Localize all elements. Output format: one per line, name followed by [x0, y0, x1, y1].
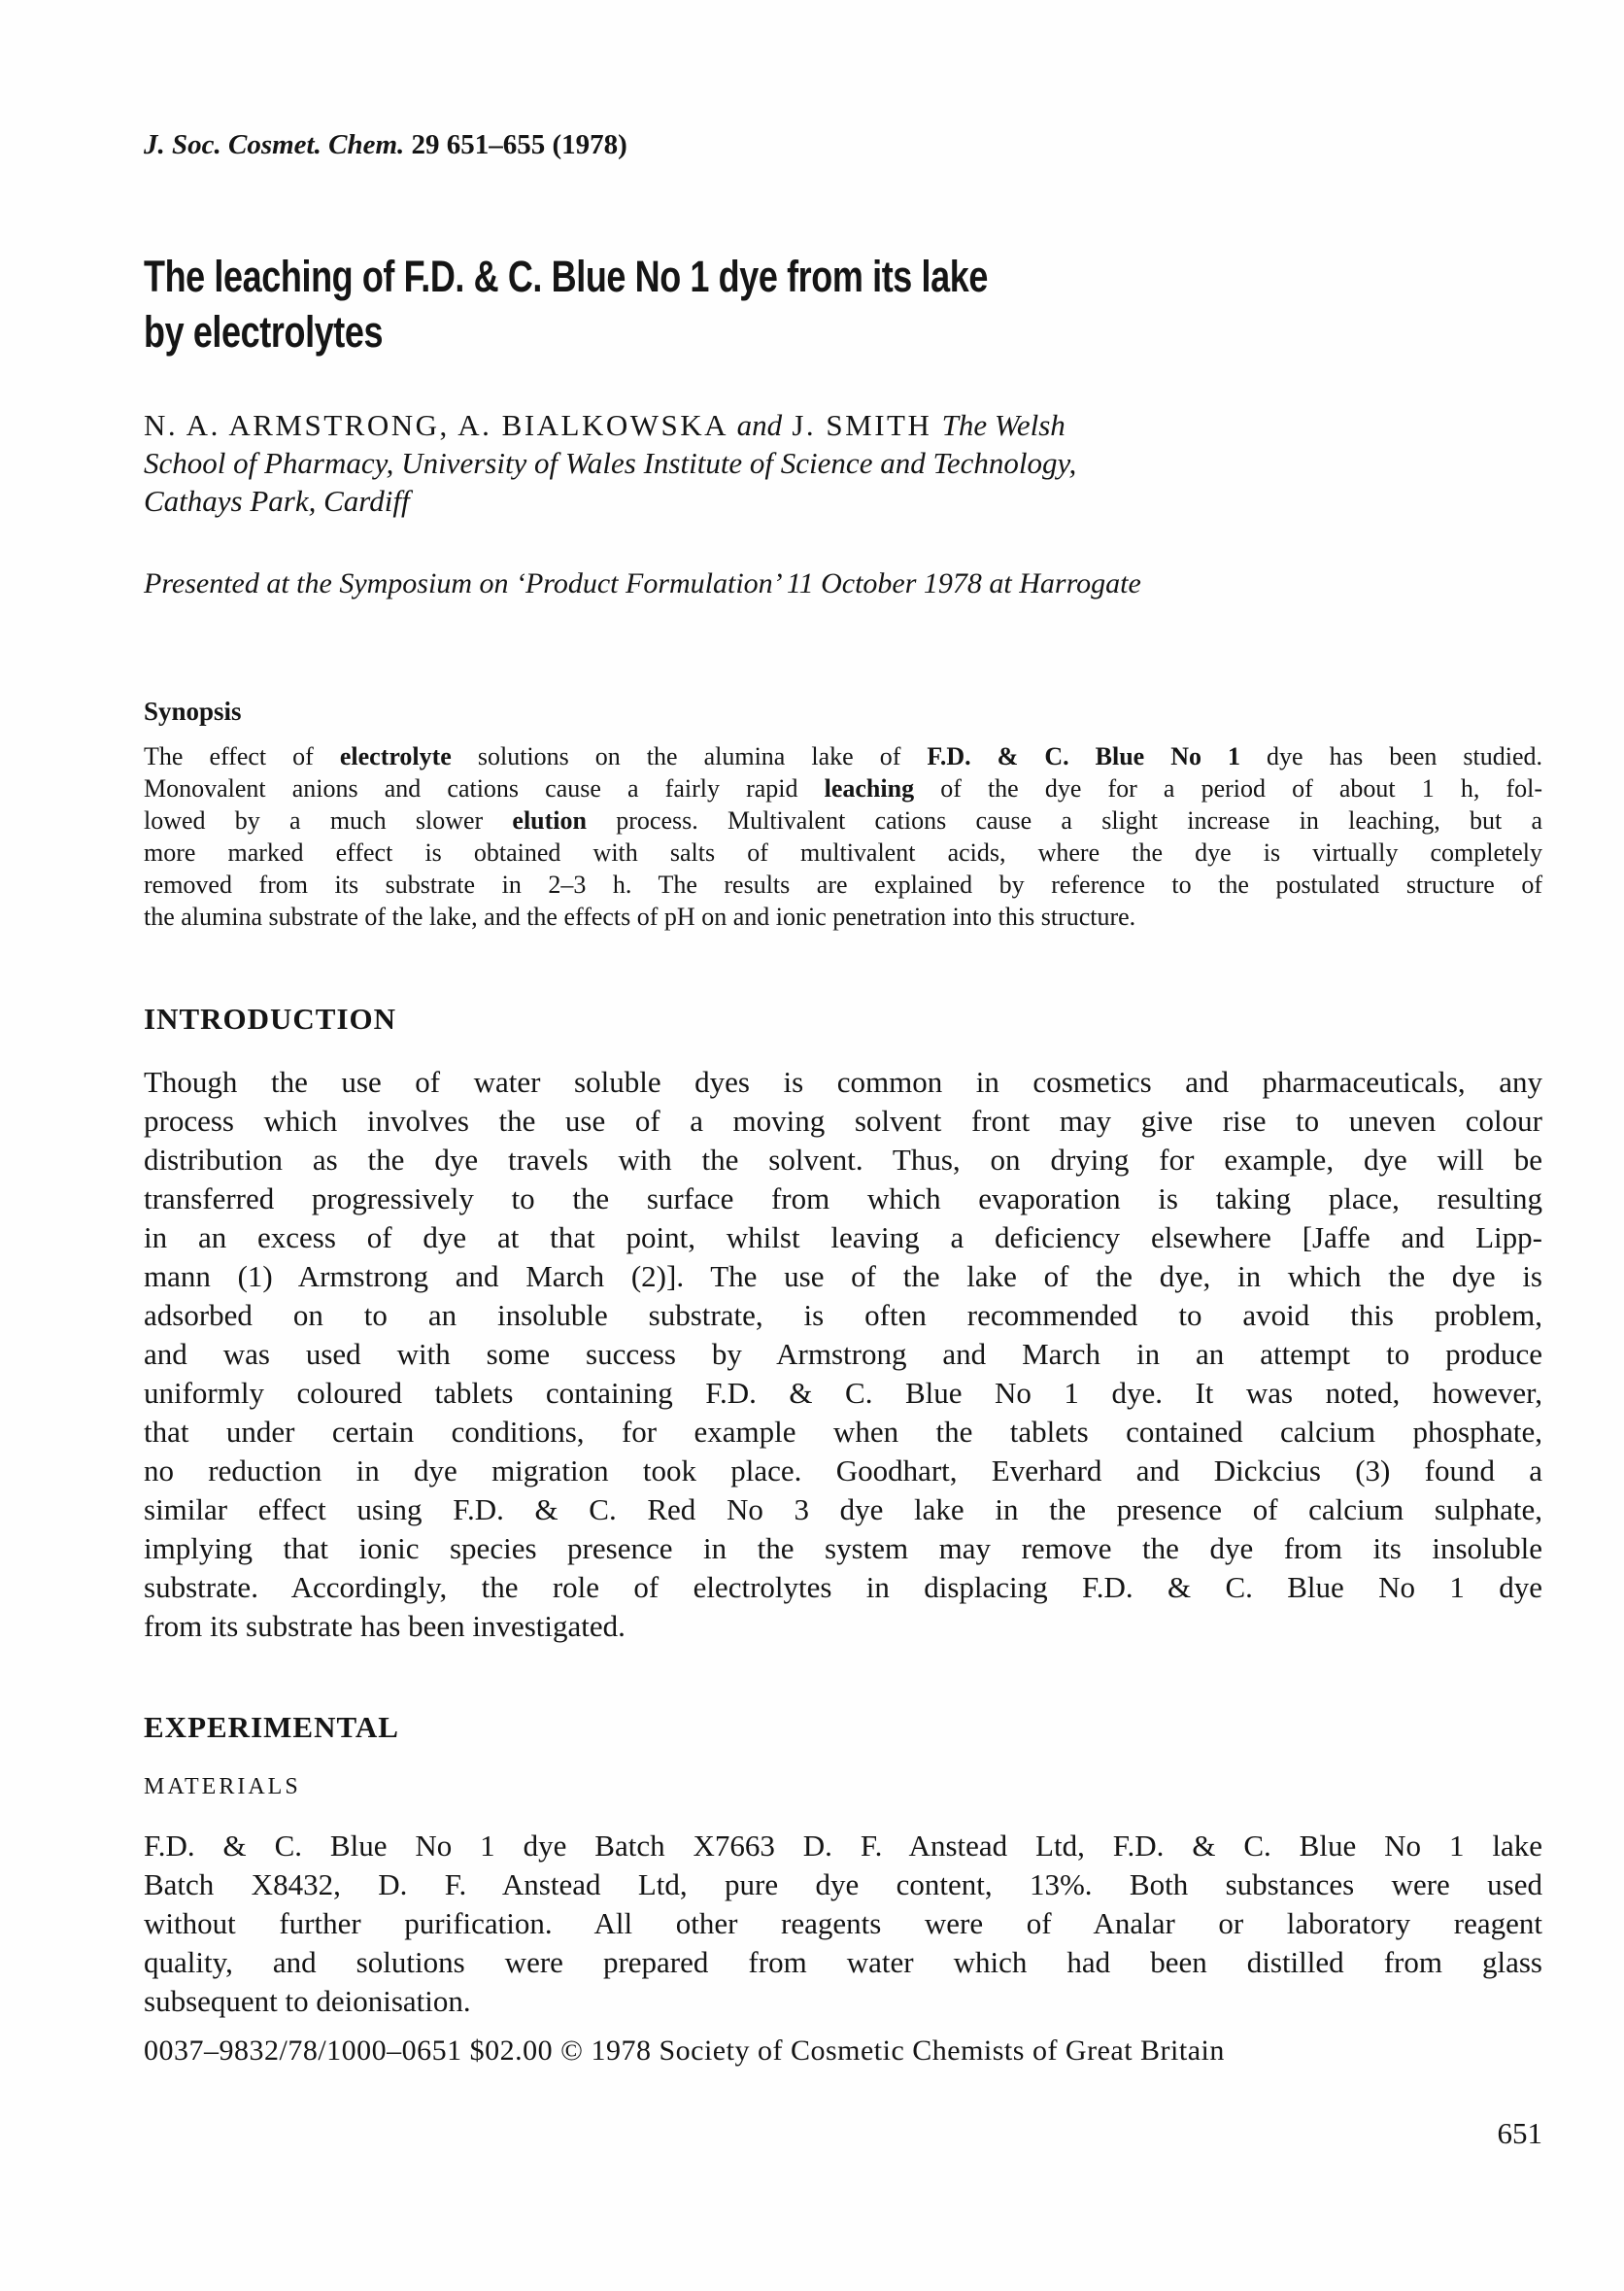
experimental-heading: EXPERIMENTAL — [144, 1710, 399, 1744]
text-line — [144, 1102, 1542, 1141]
text-segment: School of Pharmacy, University of Wales Institute of Science and Technology, — [144, 446, 1077, 480]
text-line — [144, 804, 1542, 837]
text-segment: more marked effect is obtained with salts of multivalent acids, where the dye is virtually completely — [144, 838, 1542, 867]
text-line — [144, 444, 1542, 482]
text-segment: substrate. Accordingly, the role of electrolytes in displacing F.D. & C. Blue No 1 dye — [144, 1570, 1542, 1604]
text-line — [144, 1490, 1542, 1529]
text-segment: process. Multivalent cations cause a slight increase in leaching, but a — [587, 806, 1542, 835]
materials-heading: MATERIALS — [144, 1774, 301, 1799]
synopsis-heading: Synopsis — [144, 697, 242, 726]
text-line — [144, 901, 1542, 933]
text-segment: Though the use of water soluble dyes is common in cosmetics and pharmaceuticals, any — [144, 1065, 1542, 1099]
authors-affiliation — [144, 406, 1542, 520]
text-line — [144, 837, 1542, 869]
text-line — [144, 1982, 1542, 2021]
text-segment: solutions on the alumina lake of — [451, 742, 928, 770]
text-line — [144, 1904, 1542, 1943]
text-segment: without further purification. All other reagents were of Analar or laboratory reagent — [144, 1906, 1542, 1940]
text-line — [144, 1827, 1542, 1865]
text-segment: mann (1) Armstrong and March (2)]. The use of the lake of the dye, in which the dye is — [144, 1259, 1542, 1293]
text-segment: no reduction in dye migration took place. Goodhart, Everhard and Dickcius (3) found a — [144, 1453, 1542, 1487]
text-line — [144, 869, 1542, 901]
text-line — [144, 1607, 1542, 1646]
text-line — [144, 482, 1542, 520]
text-segment: from its substrate has been investigated. — [144, 1609, 626, 1643]
introduction-paragraph — [144, 1063, 1542, 1646]
text-line — [144, 1335, 1542, 1374]
journal-name: J. Soc. Cosmet. Chem. — [144, 129, 405, 160]
text-line — [144, 772, 1542, 804]
text-line — [144, 740, 1542, 772]
text-segment: implying that ionic species presence in the system may remove the dye from its insoluble — [144, 1531, 1542, 1565]
text-segment: F.D. & C. Blue No 1 dye Batch X7663 D. F. Anstead Ltd, F.D. & C. Blue No 1 lake — [144, 1829, 1542, 1863]
text-segment: quality, and solutions were prepared from water which had been distilled from glass — [144, 1945, 1542, 1979]
text-segment: transferred progressively to the surface from which evaporation is taking place, resulting — [144, 1181, 1542, 1215]
text-segment: Cathays Park, Cardiff — [144, 484, 410, 518]
text-line — [144, 406, 1542, 444]
text-segment: in an excess of dye at that point, whilst leaving a deficiency elsewhere [Jaffe and Lipp- — [144, 1220, 1542, 1254]
text-line — [144, 1218, 1542, 1257]
paper-title-line-1: The leaching of F.D. & C. Blue No 1 dye from its lake — [144, 252, 988, 301]
text-segment: the alumina substrate of the lake, and the effects of pH on and ionic penetration into this structure. — [144, 903, 1136, 931]
text-segment: and was used with some success by Armstrong and March in an attempt to produce — [144, 1337, 1542, 1371]
text-segment: The Welsh — [941, 408, 1066, 442]
text-segment: Monovalent anions and cations cause a fairly rapid — [144, 774, 825, 803]
page-number: 651 — [1497, 2116, 1542, 2150]
text-line — [144, 1865, 1542, 1904]
journal-volume: 29 — [411, 129, 440, 160]
text-segment: elution — [512, 806, 587, 835]
text-segment: adsorbed on to an insoluble substrate, is often recommended to avoid this problem, — [144, 1298, 1542, 1332]
journal-reference — [144, 129, 1542, 161]
text-segment: F.D. & C. Blue No 1 — [927, 742, 1241, 770]
text-segment: J. SMITH — [782, 408, 942, 442]
text-line — [144, 1413, 1542, 1452]
text-line — [144, 1452, 1542, 1490]
journal-pages-year: 651–655 (1978) — [446, 129, 627, 160]
text-line — [144, 1063, 1542, 1102]
text-line — [144, 1943, 1542, 1982]
text-line — [144, 1374, 1542, 1413]
synopsis-paragraph — [144, 740, 1542, 933]
paper-title — [144, 249, 1542, 359]
text-segment: and — [736, 408, 783, 442]
paper-title-line-2: by electrolytes — [144, 307, 384, 357]
text-segment: leaching — [824, 774, 915, 803]
presented-note: Presented at the Symposium on ‘Product Formulation’ 11 October 1978 at Harrogate — [144, 567, 1141, 599]
text-line — [144, 1141, 1542, 1180]
text-segment: The effect of — [144, 742, 340, 770]
text-segment: N. A. ARMSTRONG, A. BIALKOWSKA — [144, 408, 737, 442]
text-segment: similar effect using F.D. & C. Red No 3 dye lake in the presence of calcium sulphate, — [144, 1492, 1542, 1526]
text-segment: of the dye for a period of about 1 h, fol- — [914, 774, 1543, 803]
text-segment: distribution as the dye travels with the solvent. Thus, on drying for example, dye will be — [144, 1143, 1542, 1177]
issn-copyright-line: 0037–9832/78/1000–0651 $02.00 © 1978 Society of Cosmetic Chemists of Great Britain — [144, 2035, 1225, 2067]
text-segment: lowed by a much slower — [144, 806, 513, 835]
text-line — [144, 1568, 1542, 1607]
introduction-heading: INTRODUCTION — [144, 1002, 397, 1036]
text-line — [144, 1296, 1542, 1335]
text-segment: electrolyte — [339, 742, 452, 770]
text-line — [144, 1529, 1542, 1568]
text-line — [144, 1180, 1542, 1218]
text-line — [144, 1257, 1542, 1296]
text-segment: subsequent to deionisation. — [144, 1984, 471, 2018]
text-segment: dye has been studied. — [1240, 742, 1542, 770]
materials-paragraph — [144, 1827, 1542, 2021]
text-segment: process which involves the use of a moving solvent front may give rise to uneven colour — [144, 1104, 1542, 1138]
text-segment: removed from its substrate in 2–3 h. The results are explained by reference to the postulated structure of — [144, 871, 1542, 899]
text-segment: uniformly coloured tablets containing F.D. & C. Blue No 1 dye. It was noted, however, — [144, 1376, 1542, 1410]
text-segment: Batch X8432, D. F. Anstead Ltd, pure dye content, 13%. Both substances were used — [144, 1867, 1542, 1901]
text-segment: that under certain conditions, for example when the tablets contained calcium phosphate, — [144, 1415, 1542, 1449]
